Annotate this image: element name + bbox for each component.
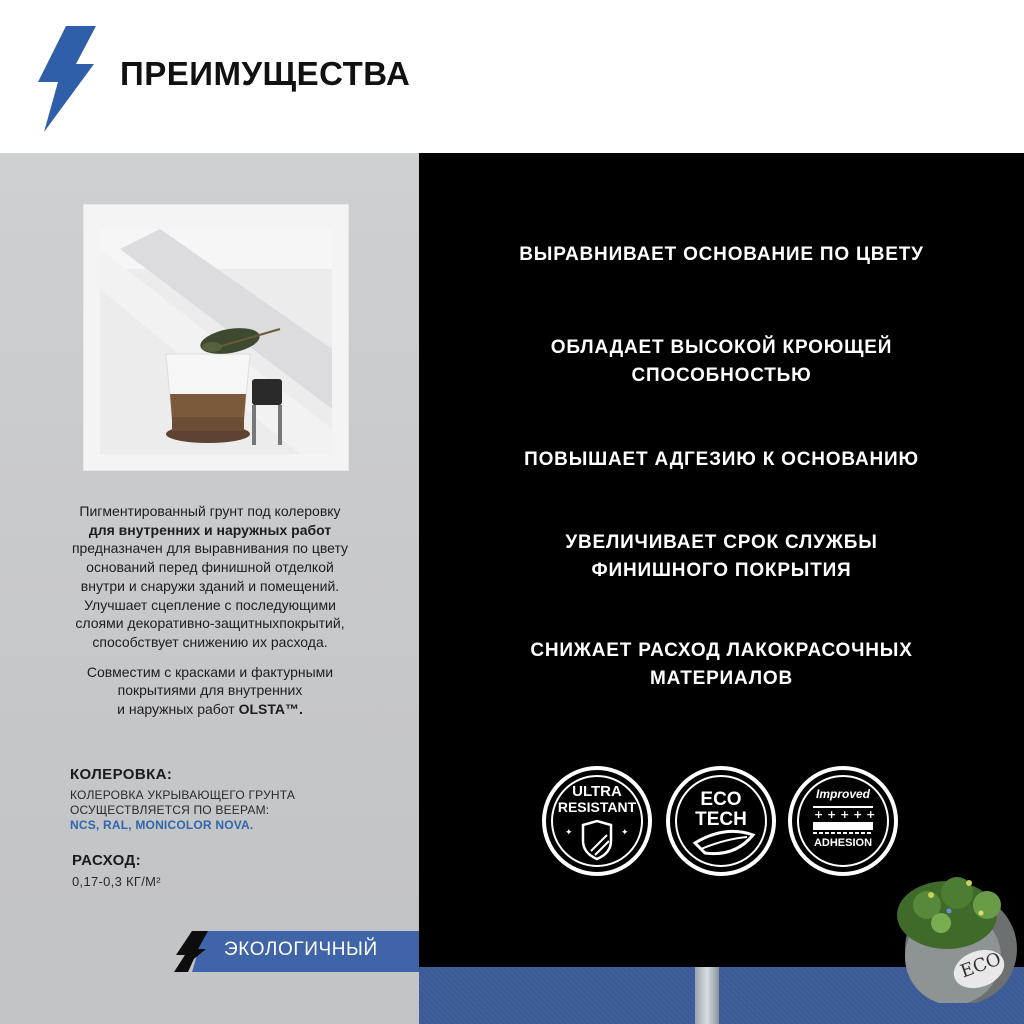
description-line: Пигментированный грунт под колеровку bbox=[79, 503, 341, 519]
description-line: Улучшает сцепление с последующими bbox=[84, 596, 336, 613]
benefit-text: СНИЖАЕТ РАСХОД ЛАКОКРАСОЧНЫХ bbox=[530, 640, 913, 661]
description-line: Совместим с красками и фактурными bbox=[86, 663, 334, 680]
header bbox=[0, 0, 1024, 153]
svg-text:✦: ✦ bbox=[565, 828, 573, 838]
coloring-text-line: ОСУЩЕСТВЛЯЕТСЯ ПО ВЕЕРАМ: bbox=[70, 803, 270, 817]
svg-text:✦: ✦ bbox=[621, 828, 629, 838]
coloring-text bbox=[70, 788, 370, 818]
feature-badges bbox=[541, 765, 901, 880]
description-line: предназначен для выравнивания по цвету bbox=[71, 540, 349, 557]
coloring-text-line: КОЛЕРОВКА УКРЫВАЮЩЕГО ГРУНТА bbox=[70, 788, 296, 802]
eco-tech-badge bbox=[665, 765, 777, 877]
left-panel bbox=[0, 153, 419, 1024]
shield-icon bbox=[583, 821, 611, 859]
eco-friendly-badge bbox=[174, 931, 419, 972]
benefit-item bbox=[419, 529, 1024, 585]
description-line: способствует снижению их расхода. bbox=[92, 633, 328, 650]
description-line: оснований перед финишной отделкой bbox=[86, 559, 334, 576]
benefit-item bbox=[419, 637, 1024, 693]
benefit-text: УВЕЛИЧИВАЕТ СРОК СЛУЖБЫ bbox=[565, 532, 878, 553]
badge-text: ADHESION bbox=[813, 837, 873, 849]
benefit-text: СПОСОБНОСТЬЮ bbox=[631, 365, 812, 386]
eco-ball-label: ECO bbox=[957, 948, 1005, 983]
metal-pole bbox=[695, 967, 719, 1024]
page-title: ПРЕИМУЩЕСТВА bbox=[120, 55, 411, 92]
badge-text: TECH bbox=[695, 809, 747, 830]
coloring-title: КОЛЕРОВКА: bbox=[70, 766, 173, 783]
coloring-systems: NCS, RAL, MONICOLOR NOVA. bbox=[70, 818, 254, 832]
right-panel bbox=[419, 153, 1024, 1024]
benefit-text: ПОВЫШАЕТ АДГЕЗИЮ К ОСНОВАНИЮ bbox=[524, 449, 919, 470]
description-bold-line: для внутренних и наружных работ bbox=[88, 521, 332, 538]
ultra-resistant-badge bbox=[541, 765, 653, 877]
benefit-text: ВЫРАВНИВАЕТ ОСНОВАНИЕ ПО ЦВЕТУ bbox=[519, 244, 924, 265]
svg-text:+ + + + +: + + + + + bbox=[814, 808, 876, 821]
description-line: и наружных работ bbox=[117, 701, 239, 718]
eco-friendly-label: ЭКОЛОГИЧНЫЙ bbox=[224, 939, 378, 960]
benefit-text: ОБЛАДАЕТ ВЫСОКОЙ КРОЮЩЕЙ bbox=[550, 337, 893, 358]
description-line: внутри и снаружи зданий и помещений. bbox=[80, 577, 340, 594]
benefit-item bbox=[419, 241, 1024, 269]
badge-text: ULTRA bbox=[572, 783, 622, 800]
benefit-text: МАТЕРИАЛОВ bbox=[650, 668, 793, 689]
badge-text: Improved bbox=[815, 787, 870, 801]
benefit-item bbox=[419, 446, 1024, 474]
benefit-item bbox=[419, 334, 1024, 390]
description-line: покрытиями для внутренних bbox=[117, 682, 303, 699]
consumption-value: 0,17-0,3 КГ/М² bbox=[72, 874, 161, 889]
brand-name: OLSTA™. bbox=[238, 701, 303, 718]
badge-text: ECO bbox=[700, 789, 742, 810]
plant-pot-in-niche-image bbox=[84, 205, 348, 470]
product-description bbox=[40, 502, 380, 719]
description-line: слоями декоративно-защитныхпокрытий, bbox=[75, 615, 345, 632]
leaf-icon bbox=[695, 831, 753, 853]
eco-moss-sphere-image bbox=[897, 853, 1024, 1003]
benefit-text: ФИНИШНОГО ПОКРЫТИЯ bbox=[591, 560, 852, 581]
consumption-title: РАСХОД: bbox=[72, 852, 141, 869]
lightning-bolt-icon bbox=[36, 26, 98, 132]
layers-icon bbox=[813, 807, 875, 833]
improved-adhesion-badge bbox=[787, 765, 899, 877]
badge-text: RESISTANT bbox=[557, 799, 637, 815]
